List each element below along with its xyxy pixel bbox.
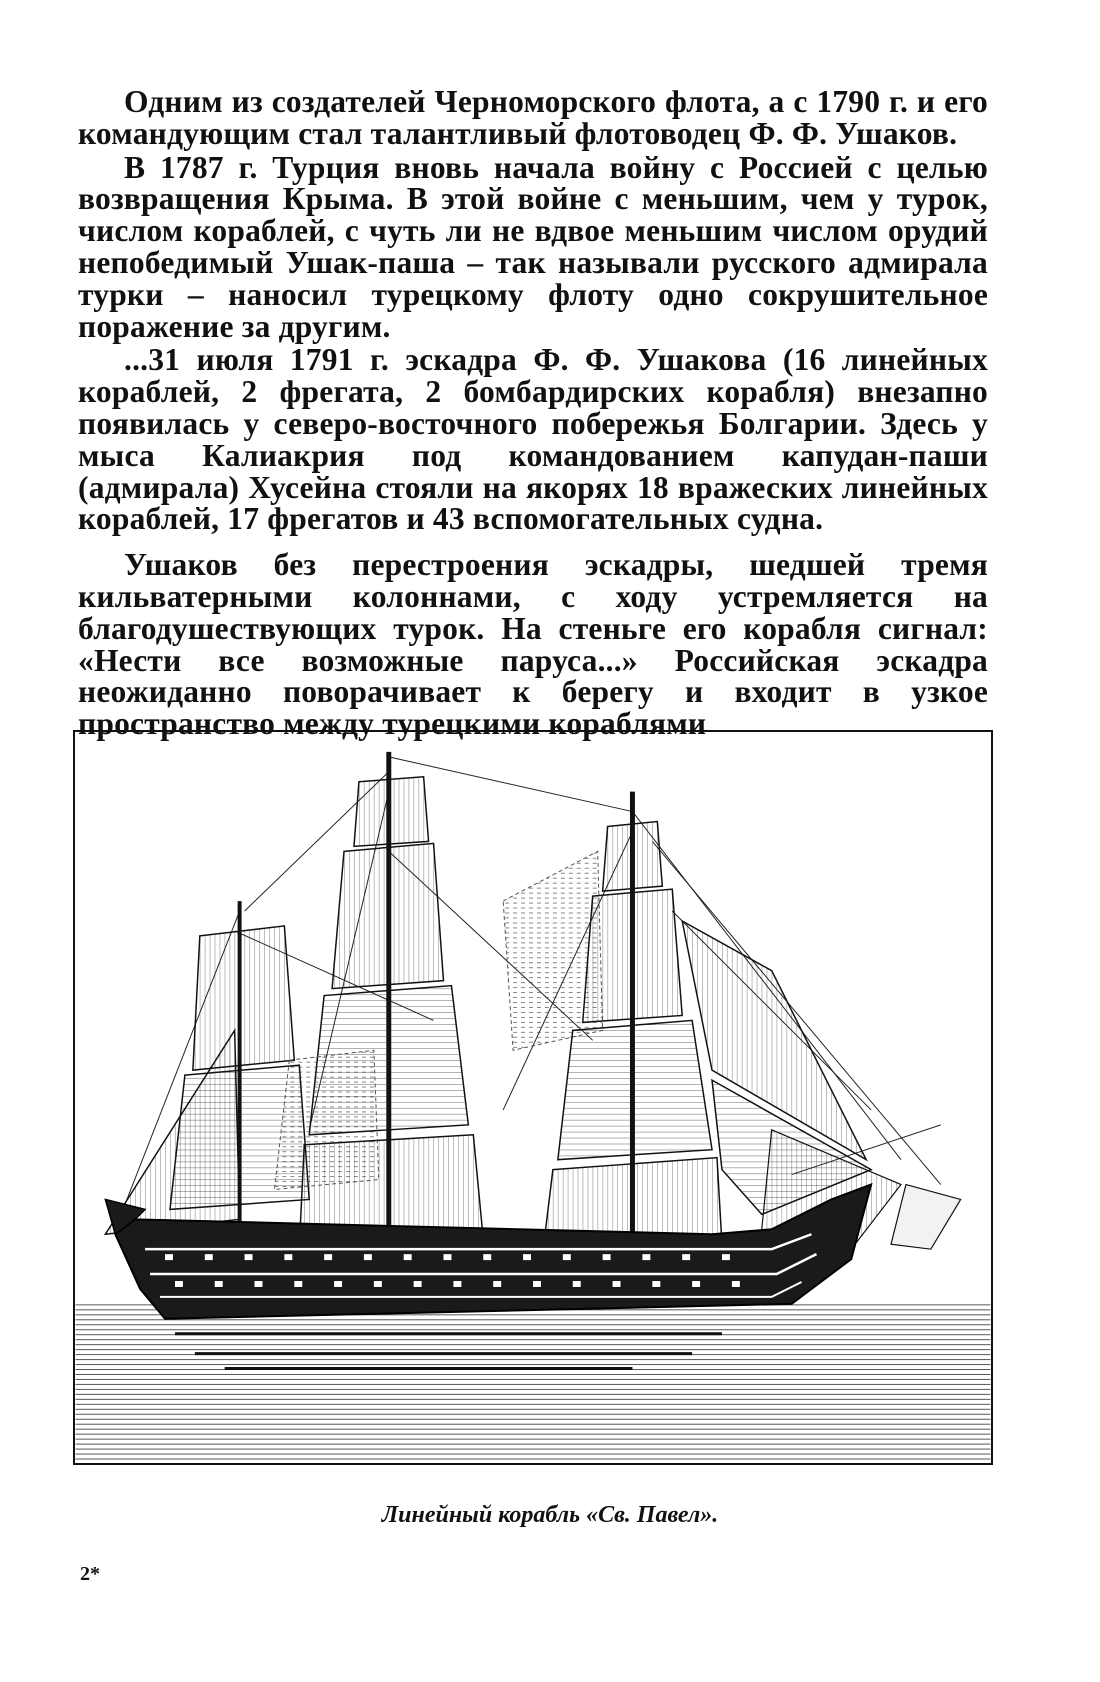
ship-illustration — [73, 730, 993, 1465]
main-text — [78, 86, 988, 740]
figure-caption: Линейный корабль «Св. Павел». — [381, 1502, 719, 1528]
paragraph-4: Ушаков без перестроения эскадры, шедшей тремя кильватерными колоннами, с ходу устремляется на благодушествующих турок. На стеньге его корабля сигнал: «Нести все возможные паруса...» Российская эскадра неожиданно поворачивает к берегу и входит в узкое пространство между турецкими кораблями — [78, 547, 988, 742]
sea — [76, 1304, 991, 1463]
paragraph-1: Одним из создателей Черноморского флота, а с 1790 г. и его командующим стал талантливый флотоводец Ф. Ф. Ушаков. — [78, 84, 988, 151]
page-signature-mark: 2* — [80, 1563, 100, 1585]
fore-mast — [543, 792, 961, 1254]
ship-drawing — [75, 732, 991, 1463]
paragraph-3: ...31 июля 1791 г. эскадра Ф. Ф. Ушакова (16 линейных кораблей, 2 фрегата, 2 бомбардирских корабля) внезапно появилась у северо-восточного побережья Болгарии. Здесь у мыса Калиакрия под командованием капудан-паши (адмирала) Хусейна стояли на якорях 18 вражеских линейных кораблей, 17 фрегатов и 43 вспомогательных судна. — [78, 342, 988, 537]
paragraph-2: В 1787 г. Турция вновь начала войну с Россией с целью возвращения Крыма. В этой войне с меньшим, чем у турок, числом кораблей, с чуть ли не вдвое меньшим числом орудий непобедимый Ушак-паша – так называли русского адмирала турки – наносил турецкому флоту одно сокрушительное поражение за другим. — [78, 149, 988, 344]
